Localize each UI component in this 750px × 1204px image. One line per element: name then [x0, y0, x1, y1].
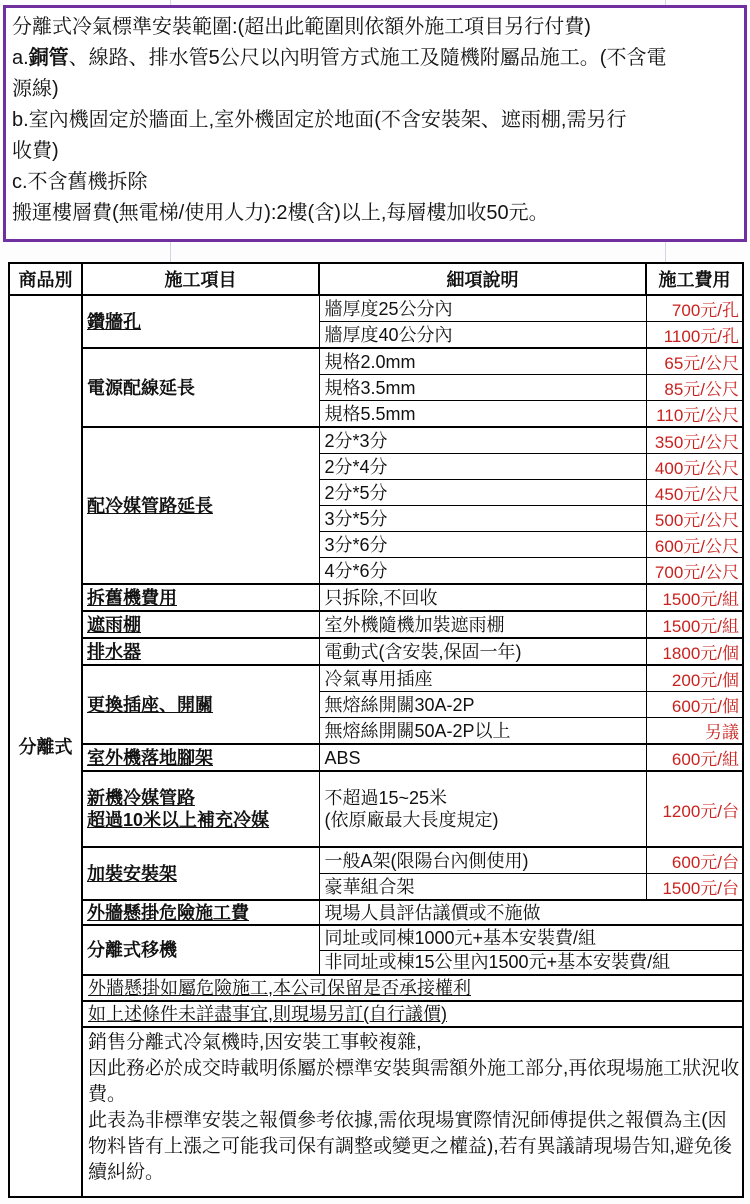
intro-line: 收費)	[12, 140, 59, 162]
table-row	[9, 900, 743, 925]
construction-item-cell: 拆舊機費用	[82, 584, 319, 611]
construction-item-cell: 電源配線延長	[82, 348, 319, 427]
fee-cell: 350元/公尺	[646, 427, 743, 454]
construction-item-cell: 分離式移機	[82, 925, 319, 975]
installation-scope-notice-box	[3, 5, 747, 242]
detail-cell: 2分*5分	[319, 480, 646, 506]
detail-cell: 4分*6分	[319, 558, 646, 585]
detail-cell: 現場人員評估議價或不施做	[319, 900, 743, 925]
detail-cell: 牆厚度25公分內	[319, 295, 646, 322]
construction-item-cell: 外牆懸掛危險施工費	[82, 900, 319, 925]
header-construction-fee: 施工費用	[646, 263, 743, 295]
detail-cell: 規格3.5mm	[319, 375, 646, 401]
intro-line: 源線)	[12, 78, 59, 100]
fee-cell: 1500元/組	[646, 584, 743, 611]
fee-cell: 1800元/個	[646, 638, 743, 665]
installation-fee-table	[8, 262, 744, 1198]
detail-cell: 規格2.0mm	[319, 348, 646, 375]
detail-cell: 2分*3分	[319, 427, 646, 454]
detail-cell: 豪華組合架	[319, 874, 646, 901]
detail-cell: 規格5.5mm	[319, 401, 646, 428]
fee-cell: 600元/公尺	[646, 532, 743, 558]
detail-cell: 室外機隨機加裝遮雨棚	[319, 611, 646, 638]
detail-cell: 2分*4分	[319, 454, 646, 480]
construction-item-cell: 排水器	[82, 638, 319, 665]
detail-cell: ABS	[319, 744, 646, 771]
header-detail-description: 細項說明	[319, 263, 646, 295]
construction-item-cell: 遮雨棚	[82, 611, 319, 638]
intro-line: 分離式冷氣標準安裝範圍:(超出此範圍則依額外施工項目另行付費)	[12, 16, 591, 38]
detail-cell: 3分*5分	[319, 506, 646, 532]
table-row	[9, 295, 743, 322]
intro-line: b.室內機固定於牆面上,室外機固定於地面(不含安裝架、遮雨棚,需另行	[12, 109, 627, 131]
table-row	[9, 744, 743, 771]
fee-cell: 700元/公尺	[646, 558, 743, 585]
fee-cell: 400元/公尺	[646, 454, 743, 480]
fee-cell: 另議	[646, 718, 743, 745]
construction-item-cell: 新機冷媒管路 超過10米以上補充冷媒	[82, 771, 319, 847]
detail-cell: 3分*6分	[319, 532, 646, 558]
fee-cell: 500元/公尺	[646, 506, 743, 532]
detail-cell: 不超過15~25米 (依原廠最大長度規定)	[319, 771, 646, 847]
fee-cell: 1200元/台	[646, 771, 743, 847]
fee-cell: 700元/孔	[646, 295, 743, 322]
table-row	[9, 665, 743, 692]
detail-cell: 無熔絲開關30A-2P	[319, 692, 646, 718]
product-type-cell: 分離式	[9, 295, 82, 1197]
detail-cell: 牆厚度40公分內	[319, 322, 646, 349]
table-header-row	[9, 263, 743, 295]
detail-cell: 電動式(含安裝,保固一年)	[319, 638, 646, 665]
detail-cell: 非同址或棟15公里內1500元+基本安裝費/組	[319, 950, 743, 975]
table-row	[9, 348, 743, 375]
intro-line: 搬運樓層費(無電梯/使用人力):2樓(含)以上,每層樓加收50元。	[12, 202, 549, 224]
fee-cell: 200元/個	[646, 665, 743, 692]
table-note-row	[9, 1001, 743, 1027]
detail-cell: 一般A架(限陽台內側使用)	[319, 847, 646, 874]
detail-cell: 無熔絲開關50A-2P以上	[319, 718, 646, 745]
table-note-row	[9, 1027, 743, 1197]
fee-cell: 1100元/孔	[646, 322, 743, 349]
fee-cell: 1500元/組	[646, 611, 743, 638]
header-product-type: 商品別	[9, 263, 82, 295]
note-cell: 外牆懸掛如屬危險施工,本公司保留是否承接權利	[82, 975, 743, 1001]
table-note-row	[9, 975, 743, 1001]
detail-cell: 同址或同棟1000元+基本安裝費/組	[319, 925, 743, 950]
detail-cell: 只拆除,不回收	[319, 584, 646, 611]
table-row	[9, 925, 743, 950]
fee-cell: 600元/個	[646, 692, 743, 718]
fee-cell: 65元/公尺	[646, 348, 743, 375]
table-row	[9, 584, 743, 611]
table-row	[9, 611, 743, 638]
fee-cell: 85元/公尺	[646, 375, 743, 401]
installation-scope-text	[12, 12, 738, 229]
construction-item-cell: 更換插座、開關	[82, 665, 319, 744]
construction-item-cell: 配冷媒管路延長	[82, 427, 319, 584]
fee-cell: 600元/台	[646, 847, 743, 874]
fee-cell: 600元/組	[646, 744, 743, 771]
intro-line: a.銅管、線路、排水管5公尺以內明管方式施工及隨機附屬品施工。(不含電	[12, 47, 667, 69]
table-row	[9, 771, 743, 847]
detail-cell: 冷氣專用插座	[319, 665, 646, 692]
table-row	[9, 847, 743, 874]
table-row	[9, 427, 743, 454]
fee-cell: 110元/公尺	[646, 401, 743, 428]
note-cell: 如上述條件未詳盡事宜,則現場另訂(自行議價)	[82, 1001, 743, 1027]
table-row	[9, 638, 743, 665]
note-cell: 銷售分離式冷氣機時,因安裝工事較複雜, 因此務必於成交時載明係屬於標準安裝與需額外施工部分,再依現場施工狀況收費。 此表為非標準安裝之報價參考依據,需依現場實際情況師傅提供之報價為主(因物料皆有上漲之可能我司保有調整或變更之權益),若有異議請現場告知,避免後續糾紛。	[82, 1027, 743, 1197]
construction-item-cell: 鑽牆孔	[82, 295, 319, 348]
fee-cell: 450元/公尺	[646, 480, 743, 506]
construction-item-cell: 室外機落地腳架	[82, 744, 319, 771]
fee-cell: 1500元/台	[646, 874, 743, 901]
intro-line: c.不含舊機拆除	[12, 171, 148, 193]
header-construction-item: 施工項目	[82, 263, 319, 295]
construction-item-cell: 加裝安裝架	[82, 847, 319, 900]
